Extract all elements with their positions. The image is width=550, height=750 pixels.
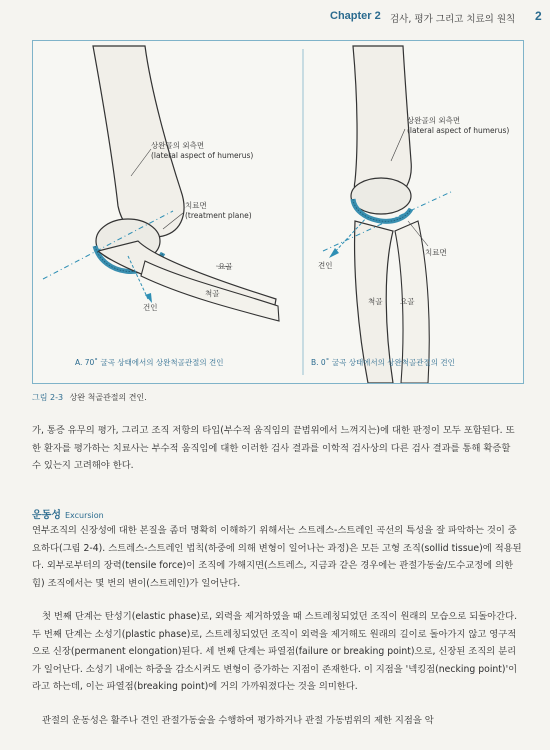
label-b-lateral-kr: 상완골의 외측면 [407,116,461,125]
label-a-lateral-en: (lateral aspect of humerus) [151,151,254,160]
figure-illustration [33,41,523,383]
label-a-ligament: 건인 [143,303,158,312]
paragraph-2: 연부조직의 신장성에 대한 본질을 좀더 명확히 이해하기 위해서는 스트레스-스트레인 곡선의 특성을 잘 파악하는 것이 중요하다(그림 2-4). 스트레스-스트레인 법칙(하중에 의해 변형이 일어나는 과정)은 모든 고형 조직(sollid tissue)에 적용된다. 외부로부터의 장력(tensile force)이 조직에 가해지면(스트레스, 지금과 같은 경우에는 관절가동술/도수교정에 의한 힘) 조직에서는 몇 번의 변이(스트레인)가 일어난다. [32,525,522,589]
label-b-ligament: 견인 [318,261,333,270]
label-a-radius: 요골 [218,262,233,271]
label-b-lateral-en: (lateral aspect of humerus) [407,126,510,135]
label-b-radius: 요골 [400,297,415,306]
section-title-kr: 운동성 [32,510,61,521]
label-a-ulna: 척골 [205,289,220,298]
subcaption-a: A. 70˚ 굴곡 상태에서의 상완척골관절의 견인 [75,358,224,367]
paragraph-4: 관절의 운동성은 활주나 견인 관절가동술을 수행하여 평가하거나 관절 가동범위의 제한 지점을 악 [42,715,434,726]
label-a-lateral-kr: 상완골의 외측면 [151,141,205,150]
label-a-plane-kr: 치료면 [185,201,207,210]
figure-caption [32,392,147,403]
figure-number: 그림 2-3 [32,393,64,402]
chapter-title: 검사, 평가 그리고 치료의 원칙 [390,14,516,25]
section-title-en: Excursion [64,511,104,520]
chapter-label: Chapter 2 [330,10,381,22]
label-b-ulna: 척골 [368,297,383,306]
label-b-plane: 치료면 [425,248,447,257]
panel-a-drawing [43,46,279,321]
subcaption-b: B. 0˚ 굴곡 상태에서의 상완척골관절의 견인 [311,358,455,367]
figure-caption-text: 상완 척골관절의 견인. [69,393,147,402]
label-a-plane-en: (treatment plane) [185,211,252,220]
panel-b-drawing [323,46,453,383]
paragraph-1: 가, 통증 유무의 평가, 그리고 조직 저항의 타입(부수적 움직임의 끝범위에서 느껴지는)에 대한 판정이 모두 포함된다. 또한 환자를 평가하는 치료사는 부수적 움직임에 대한 이러한 검사 결과를 이학적 검사상의 다른 검사 결과를 통해 확증할 수 있는지 고려해야 한다. [32,425,515,471]
section-heading [32,506,104,521]
figure-box [32,40,524,384]
running-header [0,0,550,34]
page-number: 2 [535,9,542,23]
paragraph-3: 첫 번째 단계는 탄성기(elastic phase)로, 외력을 제거하였을 때 스트레칭되었던 조직이 원래의 모습으로 되돌아간다. 두 번째 단계는 소성기(plastic phase)로, 스트레칭되었던 조직이 외력을 제거해도 원래의 길이로 돌아가지 않고 영구적으로 신장(permanent elongation)된다. 세 번째 단계는 파열점(failure or breaking point)으로, 신장된 조직의 분리가 일어난다. 소성기 내에는 하중을 감소시켜도 변형이 증가하는 지점이 존재한다. 이 지점을 '넥킹점(necking point)'이라고 하는데, 이는 파열점(breaking point)에 거의 가까워졌다는 것을 의미한다. [32,611,518,692]
